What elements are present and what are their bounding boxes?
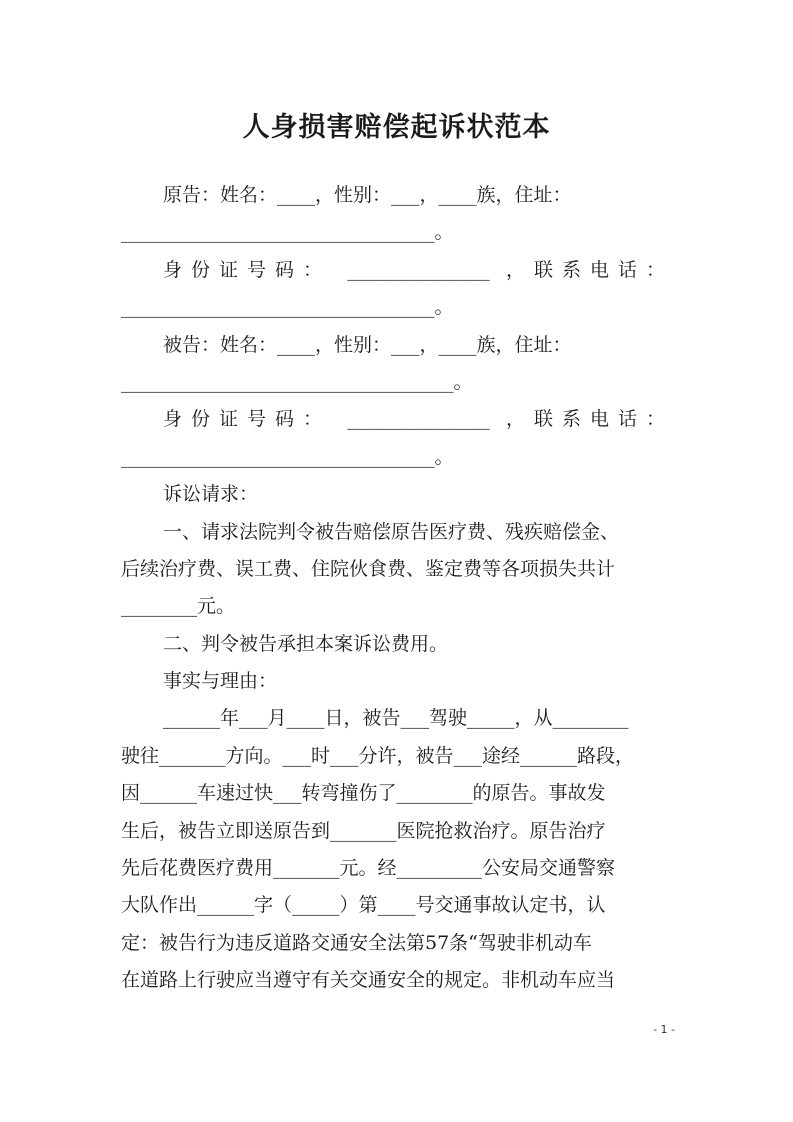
defendant-id-label: 身份证号码： xyxy=(163,408,332,431)
claim-1-line-2: 后续治疗费、误工费、住院伙食费、鉴定费等各项损失共计 xyxy=(121,557,616,580)
facts-line: 大队作出______字（_____）第____号交通事故认定书，认 xyxy=(121,894,606,917)
page-number: - 1 - xyxy=(653,1023,675,1036)
claims-heading: 诉讼请求： xyxy=(163,483,259,506)
defendant-name-line: 被告：姓名：____，性别：___，____族，住址： xyxy=(163,333,572,356)
facts-line: 定：被告行为违反道路交通安全法第57条“驾驶非机动车 xyxy=(121,931,592,954)
claim-1-line-3: ________元。 xyxy=(121,595,236,618)
defendant-phone-label: ，联系电话： xyxy=(505,408,674,431)
facts-line: 先后花费医疗费用_______元。经_________公安局交通警察 xyxy=(121,857,616,880)
claim-1-line-1: 一、请求法院判令被告赔偿原告医疗费、残疾赔偿金、 xyxy=(163,520,620,543)
plaintiff-phone-line: _________________________________。 xyxy=(121,296,454,319)
plaintiff-id-blank: _______________ xyxy=(347,258,490,281)
facts-line: 驶往_______方向。___时___分许，被告___途经______路段， xyxy=(121,744,635,767)
facts-heading: 事实与理由： xyxy=(163,670,278,693)
facts-line: 因______车速过快___转弯撞伤了________的原告。事故发 xyxy=(121,782,606,805)
defendant-id-blank: _______________ xyxy=(347,408,490,431)
document-title: 人身损害赔偿起诉状范本 xyxy=(242,112,551,143)
defendant-phone-line: _________________________________。 xyxy=(121,445,454,468)
defendant-id-line xyxy=(121,401,674,438)
facts-line: 生后，被告立即送原告到_______医院抢救治疗。原告治疗 xyxy=(121,819,606,842)
plaintiff-id-label: 身份证号码： xyxy=(163,258,332,281)
document-body xyxy=(121,177,674,1000)
claim-2: 二、判令被告承担本案诉讼费用。 xyxy=(163,632,449,655)
facts-line: 在道路上行驶应当遵守有关交通安全的规定。非机动车应当 xyxy=(121,969,616,992)
plaintiff-name-line: 原告：姓名：____，性别：___，____族，住址： xyxy=(163,184,572,206)
facts-line: ______年___月____日，被告___驾驶_____，从________ xyxy=(163,707,629,730)
plaintiff-phone-label: ，联系电话： xyxy=(505,258,674,281)
plaintiff-address-line: _________________________________。 xyxy=(121,221,454,244)
plaintiff-id-line xyxy=(121,252,674,289)
defendant-address-line: ___________________________________。 xyxy=(121,370,473,393)
